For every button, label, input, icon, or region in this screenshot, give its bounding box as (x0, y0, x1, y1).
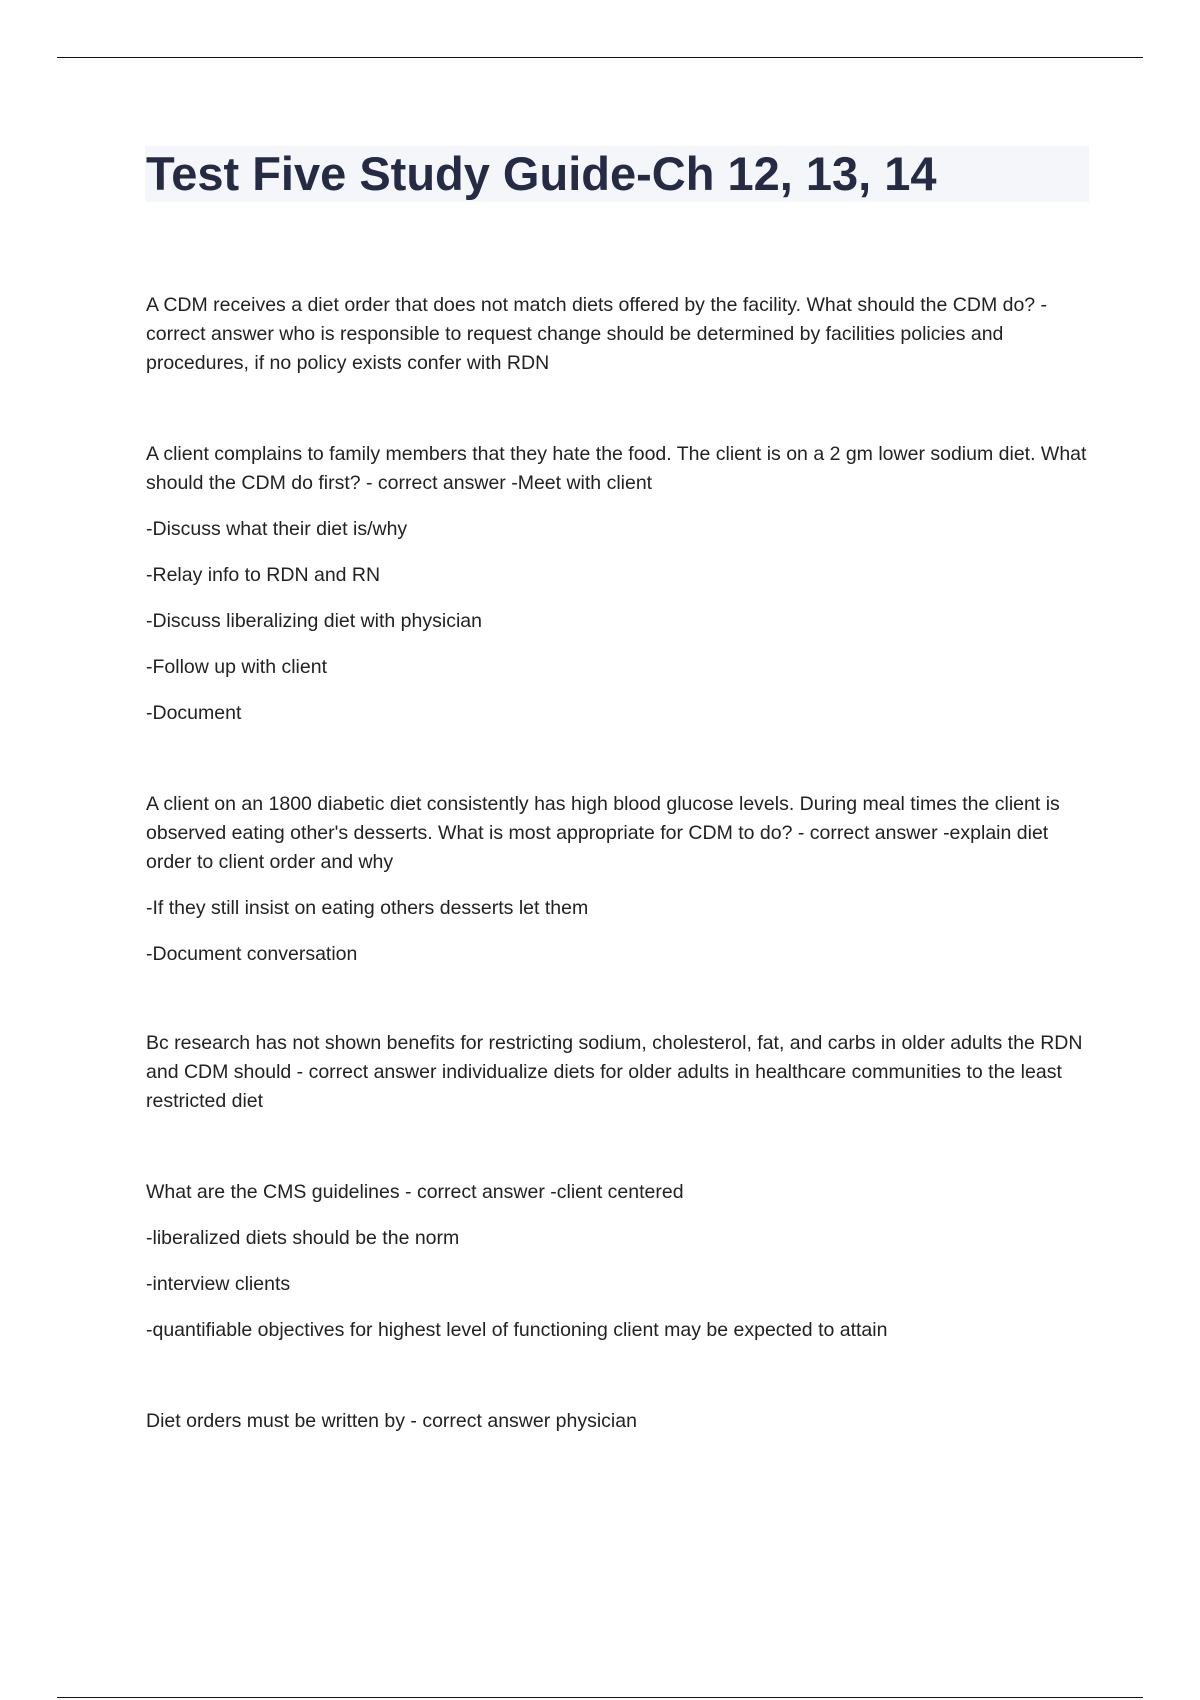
qa-entry (146, 790, 1091, 969)
qa-entry (146, 1029, 1091, 1116)
qa-question: A client on an 1800 diabetic diet consistently has high blood glucose levels. During meal times the client is observed eating other's desserts. What is most appropriate for CDM to do? - correct answer -explain diet order to client order and why (146, 793, 1060, 873)
qa-detail: -interview clients (146, 1273, 291, 1295)
page-title: Test Five Study Guide-Ch 12, 13, 14 (146, 147, 937, 200)
qa-entry (146, 440, 1091, 728)
qa-question: A CDM receives a diet order that does not match diets offered by the facility. What should the CDM do? - correct answer who is responsible to request change should be determined by facilities policies and procedures, if no policy exists confer with RDN (146, 294, 1048, 374)
qa-detail: -Relay info to RDN and RN (146, 564, 381, 586)
qa-question: Bc research has not shown benefits for restricting sodium, cholesterol, fat, and carbs in older adults the RDN and CDM should - correct answer individualize diets for older adults in healthcare communities to the least restricted diet (146, 1032, 1083, 1112)
qa-entry (146, 1178, 1091, 1345)
qa-detail: -Follow up with client (146, 656, 327, 678)
qa-question: What are the CMS guidelines - correct answer -client centered (146, 1181, 684, 1203)
qa-question: Diet orders must be written by - correct answer physician (146, 1410, 637, 1432)
qa-question: A client complains to family members that they hate the food. The client is on a 2 gm lower sodium diet. What should the CDM do first? - correct answer -Meet with client (146, 443, 1087, 494)
qa-detail: -Document conversation (146, 943, 358, 965)
qa-entry (146, 1407, 1091, 1436)
qa-detail: -If they still insist on eating others desserts let them (146, 897, 589, 919)
qa-detail: -Discuss what their diet is/why (146, 518, 408, 540)
top-rule (57, 57, 1143, 58)
qa-detail: -liberalized diets should be the norm (146, 1227, 460, 1249)
study-guide-content (146, 291, 1091, 1498)
qa-detail: -quantifiable objectives for highest level of functioning client may be expected to attain (146, 1319, 888, 1341)
bottom-rule (57, 1697, 1143, 1698)
qa-entry (146, 291, 1091, 378)
qa-detail: -Document (146, 702, 242, 724)
qa-detail: -Discuss liberalizing diet with physician (146, 610, 482, 632)
